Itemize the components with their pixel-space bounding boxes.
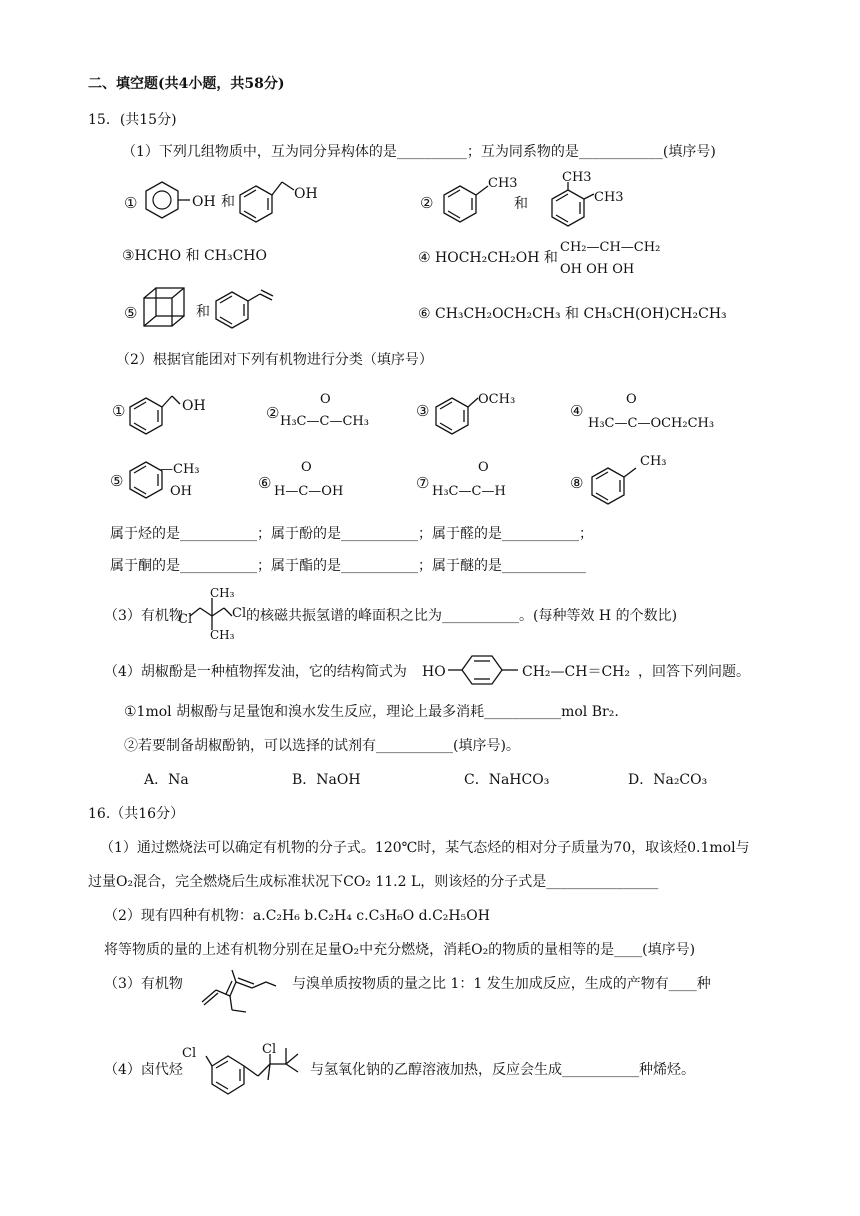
item2-formula: H₃C—C—CH₃ [280,414,369,429]
pair4-prefix: ④ HOCH₂CH₂OH 和 [418,250,558,266]
q15-p4-prefix: （4）胡椒酚是一种植物挥发油，它的结构简式为 [104,664,407,680]
pair4-glycerol-top: CH₂—CH—CH₂ [560,240,661,255]
item2-number: ② [266,404,280,422]
pair2-ch3: CH3 [488,176,518,191]
q16-p2-line2: 将等物质的量的上述有机物分别在足量O₂中充分燃烧，消耗O₂的物质的量相等的是____(填序号) [104,942,696,958]
pair1-and: 和 [221,194,235,210]
p3-ch3-top: CH₃ [210,586,235,600]
pair2-ch3b: CH3 [594,190,624,205]
option-d: D．Na₂CO₃ [628,772,708,788]
phenol-structure [140,180,200,224]
q16-p1-line1: （1）通过燃烧法可以确定有机物的分子式。120℃时，某气态烃的相对分子质量为70，取该烃0.1mol与 [100,840,750,856]
chavicol-ho: HO [422,664,446,680]
cubane-structure [142,286,194,332]
p3-cl-left: Cl [178,612,193,627]
option-a: A．Na [144,772,189,788]
classify-line2: 属于酮的是___________；属于酯的是___________；属于醚的是____________ [110,558,586,574]
q16-p2-line1: （2）现有四种有机物：a.C₂H₆ b.C₂H₄ c.C₃H₆O d.C₂H₅OH [104,908,490,924]
q15-p1-stem: （1）下列几组物质中，互为同分异构体的是__________；互为同系物的是____________(填序号) [122,144,716,160]
pair2-ch3a: CH3 [562,170,592,185]
item5-number: ⑤ [110,472,124,490]
item2-o: O [320,392,331,407]
pair3: ③HCHO 和 CH₃CHO [122,248,267,264]
item5-ch3: —CH₃ [160,462,200,477]
halide-skeletal-structure [198,1042,310,1098]
q15-number: 15．(共15分) [88,112,177,128]
q16-p1-line2: 过量O₂混合，完全燃烧后生成标准状况下CO₂ 11.2 L，则该烃的分子式是________________ [88,874,659,890]
q15-p3-stem: 的核磁共振氢谱的峰面积之比为___________。(每种等效 H 的个数比) [246,608,678,624]
item8-number: ⑧ [570,474,584,492]
pair1-number: ① [124,194,138,212]
p4-cl2: Cl [262,1042,277,1057]
p3-ch3-bottom: CH₃ [210,628,235,642]
chavicol-chain: CH₂—CH＝CH₂ [522,664,630,680]
option-b: B．NaOH [292,772,361,788]
item8-ch3: CH₃ [640,454,667,469]
styrene-structure [210,286,290,332]
item3-number: ③ [416,402,430,420]
pair2-number: ② [420,194,434,212]
triene-skeletal-structure [196,964,286,1014]
q15-p4-q1: ①1mol 胡椒酚与足量饱和溴水发生反应，理论上最多消耗___________mol Br₂. [124,704,619,720]
p3-cl-right: Cl [232,606,247,621]
q15-p4-post: ，回答下列问题。 [638,664,750,680]
item4-number: ④ [570,402,584,420]
section-title: 二、填空题(共4小题，共58分) [88,76,285,92]
item5-oh: OH [170,484,192,499]
classify-line1: 属于烃的是___________；属于酚的是___________；属于醛的是___________； [110,526,593,542]
item6-o: O [301,460,312,475]
p4-cl1: Cl [182,1046,197,1061]
item7-formula: H₃C—C—H [432,484,506,499]
item6-number: ⑥ [258,474,272,492]
pair5-and: 和 [196,304,210,320]
q16-number: 16.（共16分） [88,806,185,822]
item1-oh: OH [182,398,206,414]
pair5-number: ⑤ [124,304,138,322]
q15-p3-prefix: （3）有机物 [104,608,183,624]
item1-number: ① [112,402,126,420]
q16-p4-prefix: （4）卤代烃 [104,1062,183,1078]
pair6: ⑥ CH₃CH₂OCH₂CH₃ 和 CH₃CH(OH)CH₂CH₃ [418,306,727,322]
item7-o: O [478,460,489,475]
q16-p4-stem: 与氢氧化钠的乙醇溶液加热，反应会生成___________种烯烃。 [310,1062,695,1078]
pair1-oh2: OH [294,186,318,202]
pair2-and: 和 [514,196,528,212]
q16-p3-stem: 与溴单质按物质的量之比 1：1 发生加成反应，生成的产物有____种 [292,976,711,992]
item3-och3: OCH₃ [478,392,516,407]
q16-p3-prefix: （3）有机物 [104,976,183,992]
q15-p2-stem: （2）根据官能团对下列有机物进行分类（填序号） [116,352,433,368]
item4-o: O [626,392,637,407]
pair1-oh: OH [192,194,216,210]
item7-number: ⑦ [416,474,430,492]
item6-formula: H—C—OH [274,484,344,499]
item8-toluene [586,460,646,510]
option-c: C．NaHCO₃ [464,772,550,788]
item4-formula: H₃C—C—OCH₂CH₃ [588,416,715,431]
q15-p4-q2: ②若要制备胡椒酚钠，可以选择的试剂有___________(填序号)。 [124,738,520,754]
pair4-glycerol-bottom: OH OH OH [560,262,635,277]
chavicol-ring [448,652,528,688]
